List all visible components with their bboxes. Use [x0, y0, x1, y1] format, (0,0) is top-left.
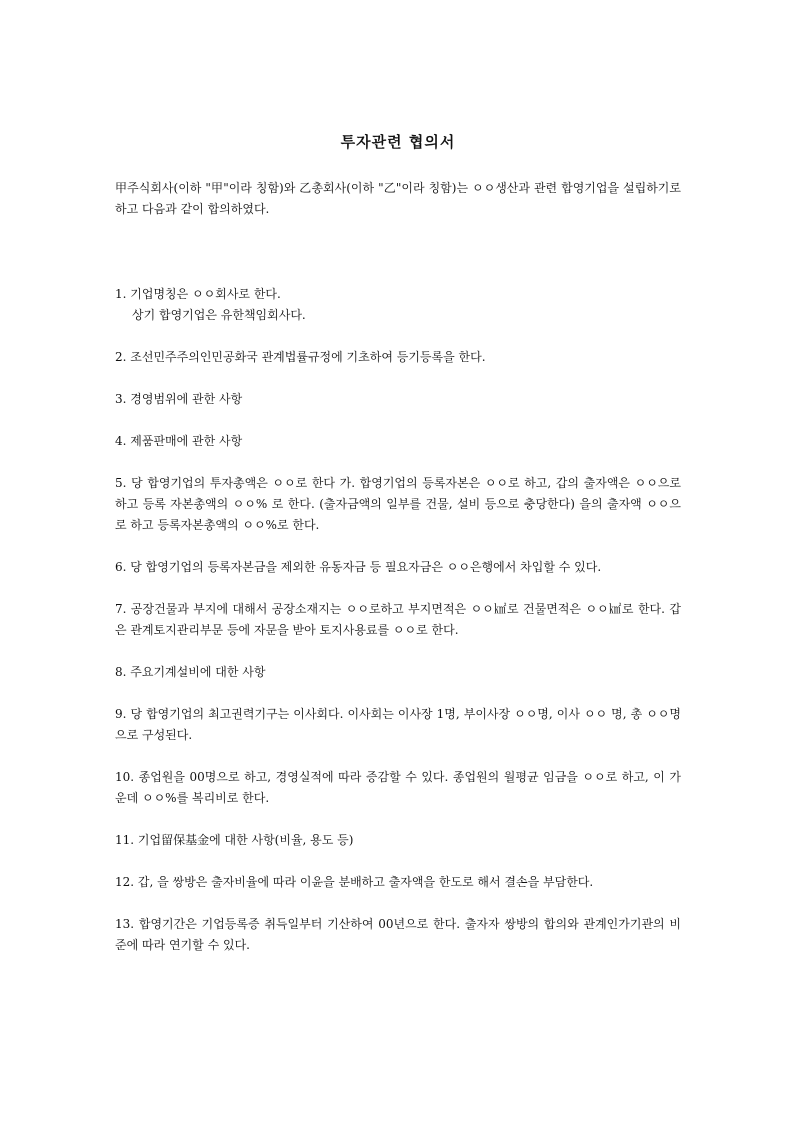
- clause-text: 10. 종업원을 00명으로 하고, 경영실적에 따라 증감할 수 있다. 종업원의 월평균 임금을 ㅇㅇ로 하고, 이 가운데 ㅇㅇ%를 복리비로 한다.: [115, 770, 681, 805]
- clause-text: 2. 조선민주주의인민공화국 관계법률규정에 기초하여 등기등록을 한다.: [115, 350, 486, 364]
- clause-text: 11. 기업留保基金에 대한 사항(비율, 용도 등): [115, 833, 354, 847]
- clause-5: [115, 473, 681, 536]
- clause-9: [115, 704, 681, 746]
- clause-list: [115, 284, 681, 977]
- clause-text: 13. 합영기간은 기업등록증 취득일부터 기산하여 00년으로 한다. 출자자 쌍방의 합의와 관계인가기관의 비준에 따라 연기할 수 있다.: [115, 917, 681, 952]
- clause-10: [115, 767, 681, 809]
- clause-6: [115, 557, 681, 578]
- clause-text: 8. 주요기계설비에 대한 사항: [115, 665, 266, 679]
- clause-3: [115, 389, 681, 410]
- document-title: 투자관련 협의서: [340, 133, 456, 151]
- clause-text: 7. 공장건물과 부지에 대해서 공장소재지는 ㅇㅇ로하고 부지면적은 ㅇㅇ㎢로 건물면적은 ㅇㅇ㎢로 한다. 갑은 관계토지관리부문 등에 자문을 받아 토지사용료를 ㅇㅇ로 한다.: [115, 602, 681, 637]
- clause-text: 12. 갑, 을 쌍방은 출자비율에 따라 이윤을 분배하고 출자액을 한도로 해서 결손을 부담한다.: [115, 875, 594, 889]
- clause-2: [115, 347, 681, 368]
- intro-paragraph: 甲주식회사(이하 "甲"이라 칭함)와 乙총회사(이하 "乙"이라 칭함)는 ㅇㅇ생산과 관련 합영기업을 설립하기로 하고 다음과 같이 합의하였다.: [115, 181, 681, 216]
- clause-11: [115, 830, 681, 851]
- clause-sub-text: 상기 합영기업은 유한책임회사다.: [132, 308, 306, 322]
- clause-12: [115, 872, 681, 893]
- clause-text: 6. 당 합영기업의 등록자본금을 제외한 유동자금 등 필요자금은 ㅇㅇ은행에서 차입할 수 있다.: [115, 560, 602, 574]
- clause-8: [115, 662, 681, 683]
- clause-text: 3. 경영범위에 관한 사항: [115, 392, 243, 406]
- clause-13: [115, 914, 681, 956]
- clause-text: 9. 당 합영기업의 최고권력기구는 이사회다. 이사회는 이사장 1명, 부이사장 ㅇㅇ명, 이사 ㅇㅇ 명, 총 ㅇㅇ명으로 구성된다.: [115, 707, 681, 742]
- clause-7: [115, 599, 681, 641]
- clause-4: [115, 431, 681, 452]
- clause-text: 1. 기업명칭은 ㅇㅇ회사로 한다.: [115, 287, 281, 301]
- clause-text: 4. 제품판매에 관한 사항: [115, 434, 243, 448]
- clause-text: 5. 당 합영기업의 투자총액은 ㅇㅇ로 한다 가. 합영기업의 등록자본은 ㅇㅇ로 하고, 갑의 출자액은 ㅇㅇ으로 하고 등록 자본총액의 ㅇㅇ% 로 한다. (출자금액의 일부를 건물, 설비 등으로 충당한다) 을의 출자액 ㅇㅇ으로 하고 등록자본총액의 ㅇㅇ%로 한다.: [115, 476, 681, 532]
- clause-1: [115, 284, 681, 326]
